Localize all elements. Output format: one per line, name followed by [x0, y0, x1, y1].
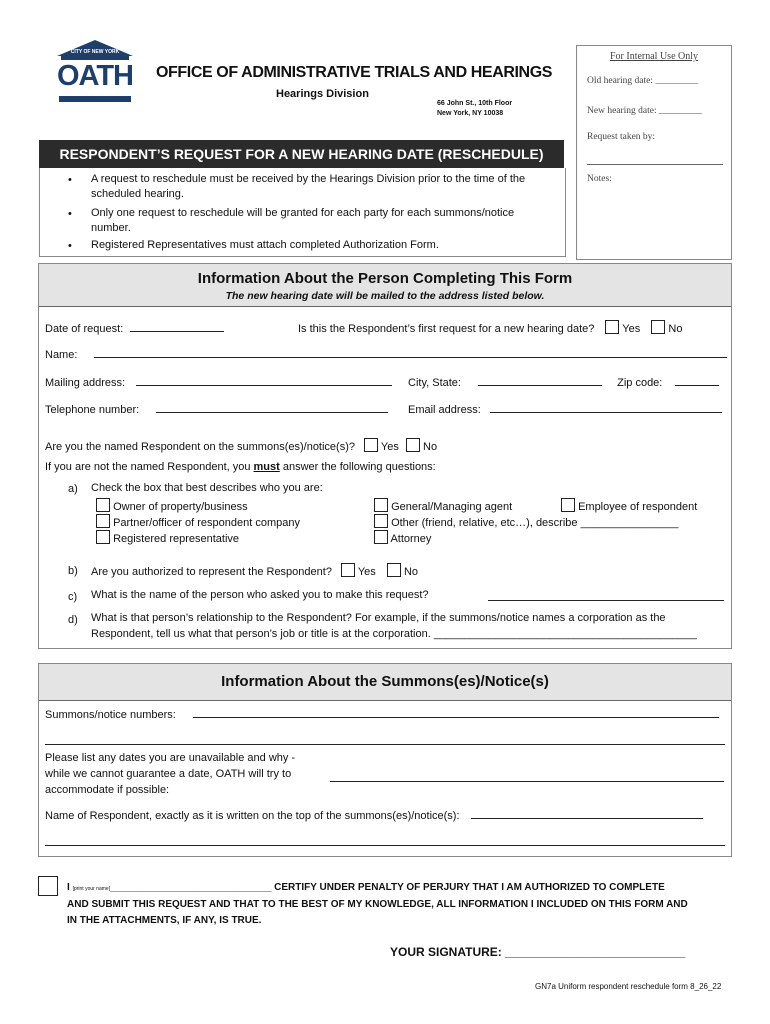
bullet-1-line-1: A request to reschedule must be received by the Hearings Division prior to the time of the: [91, 173, 526, 185]
unavailable-line-1: Please list any dates you are unavailable and why -: [45, 752, 296, 764]
taken-by-line: [587, 164, 723, 165]
attorney-label: Attorney: [390, 533, 432, 545]
logo-brand-text: OATH: [56, 60, 133, 92]
named-respondent-question: Are you the named Respondent on the summons(es)/notice(s)?: [45, 441, 355, 453]
question-c-text: What is the name of the person who asked you to make this request?: [91, 589, 429, 601]
internal-heading: For Internal Use Only: [609, 51, 699, 62]
respondent-name-field-2[interactable]: [45, 834, 725, 846]
unavailable-line-3: accommodate if possible:: [45, 784, 170, 796]
date-of-request-label: Date of request:: [45, 323, 124, 335]
summons-section-header: [39, 664, 731, 701]
first-request-no-checkbox[interactable]: [651, 320, 665, 334]
bullet-1-dot: •: [68, 174, 72, 186]
first-request-question: Is this the Respondent’s first request for a new hearing date?: [298, 323, 595, 335]
bullet-3-line-1: Registered Representatives must attach completed Authorization Form.: [91, 239, 439, 251]
bullet-2-line-1: Only one request to reschedule will be granted for each party for each summons/notice: [91, 207, 515, 219]
form-title: RESPONDENT’S REQUEST FOR A NEW HEARING DATE (RESCHEDULE): [39, 140, 564, 168]
request-taken-by: Request taken by:: [587, 132, 656, 142]
email-field[interactable]: [490, 401, 722, 413]
other-checkbox[interactable]: [374, 514, 388, 528]
if-not-prefix: If you are not the named Respondent, you: [45, 461, 254, 473]
named-respondent-no-label: No: [423, 441, 438, 453]
certify-text: [67, 880, 688, 929]
other-label: Other (friend, relative, etc…), describe ________________: [391, 517, 679, 529]
zip-code-label: Zip code:: [617, 377, 663, 389]
partner-checkbox[interactable]: [96, 514, 110, 528]
question-c-field[interactable]: [488, 589, 724, 601]
footer-form-id: GN7a Uniform respondent reschedule form 8_26_22: [535, 982, 722, 991]
employee-label: Employee of respondent: [578, 501, 698, 513]
certify-line-1: [67, 880, 688, 897]
internal-use-box: [576, 45, 732, 260]
authorized-no-checkbox[interactable]: [387, 563, 401, 577]
old-hearing-date: Old hearing date: _________: [587, 76, 699, 86]
certify-line-2: AND SUBMIT THIS REQUEST AND THAT TO THE BEST OF MY KNOWLEDGE, ALL INFORMATION I INCLUDED ON THIS FORM AND: [67, 899, 688, 910]
mailing-address-field[interactable]: [136, 374, 392, 386]
managing-agent-checkbox[interactable]: [374, 498, 388, 512]
attorney-checkbox[interactable]: [374, 530, 388, 544]
bullet-3-dot: •: [68, 240, 72, 252]
if-not-suffix: answer the following questions:: [279, 461, 436, 473]
question-d-line-2: Respondent, tell us what that person’s job or title is at the corporation. ___________________________________________: [91, 628, 697, 640]
email-label: Email address:: [408, 404, 481, 416]
named-respondent-no-checkbox[interactable]: [406, 438, 420, 452]
question-a-text: Check the box that best describes who you are:: [91, 482, 323, 494]
bullet-1-line-2: scheduled hearing.: [91, 188, 184, 200]
instructions-box: [39, 168, 566, 257]
unavailable-line-2: while we cannot guarantee a date, OATH will try to: [45, 768, 292, 780]
person-section-header: [39, 264, 731, 307]
certify-line-3: IN THE ATTACHMENTS, IF ANY, IS TRUE.: [67, 915, 262, 926]
city-state-label: City, State:: [408, 377, 461, 389]
oath-logo: [55, 40, 135, 104]
signature-label: YOUR SIGNATURE: ___________________________: [390, 945, 686, 959]
bullet-2-dot: •: [68, 208, 72, 220]
address-line-1: 66 John St., 10th Floor: [437, 100, 513, 107]
certify-line-1-text: _____________________________ CERTIFY UNDER PENALTY OF PERJURY THAT I AM AUTHORIZED TO COMPLETE: [110, 882, 665, 893]
address-line-2: New York, NY 10038: [437, 110, 504, 117]
question-b-letter: b): [68, 565, 78, 577]
certify-i: I: [67, 882, 70, 893]
summons-numbers-field[interactable]: [193, 706, 719, 718]
summons-numbers-field-2[interactable]: [45, 733, 725, 745]
summons-section-title: Information About the Summons(es)/Notice(s): [221, 673, 549, 690]
zip-code-field[interactable]: [675, 374, 719, 386]
division-name: Hearings Division: [276, 88, 369, 100]
telephone-label: Telephone number:: [45, 404, 140, 416]
if-not-must: must: [253, 461, 280, 473]
respondent-name-label: Name of Respondent, exactly as it is written on the top of the summons(es)/notice(s):: [45, 810, 460, 822]
telephone-field[interactable]: [156, 401, 388, 413]
respondent-name-field[interactable]: [471, 807, 703, 819]
employee-checkbox[interactable]: [561, 498, 575, 512]
authorized-yes-checkbox[interactable]: [341, 563, 355, 577]
summons-numbers-label: Summons/notice numbers:: [45, 709, 176, 721]
question-d-line-1: What is that person’s relationship to the Respondent? For example, if the summons/notice names a corporation as the: [91, 612, 666, 624]
question-d-letter: d): [68, 614, 78, 626]
logo-city-text: CITY OF NEW YORK: [70, 49, 120, 55]
managing-agent-label: General/Managing agent: [391, 501, 513, 513]
registered-rep-label: Registered representative: [113, 533, 240, 545]
first-request-yes-checkbox[interactable]: [605, 320, 619, 334]
notes-label: Notes:: [587, 174, 612, 184]
city-state-field[interactable]: [478, 374, 602, 386]
named-respondent-yes-label: Yes: [380, 441, 399, 453]
authorized-no-label: No: [403, 566, 418, 578]
person-section-title: Information About the Person Completing This Form: [197, 270, 573, 287]
agency-title: OFFICE OF ADMINISTRATIVE TRIALS AND HEARINGS: [156, 64, 553, 81]
owner-label: Owner of property/business: [113, 501, 248, 513]
owner-checkbox[interactable]: [96, 498, 110, 512]
question-a-letter: a): [68, 483, 78, 495]
first-request-no-label: No: [668, 323, 683, 335]
unavailable-dates-field[interactable]: [330, 770, 724, 782]
date-of-request-field[interactable]: [130, 320, 224, 332]
print-name-hint: [print your name]: [72, 886, 111, 892]
bullet-2-line-2: number.: [91, 222, 131, 234]
person-section-subtitle: The new hearing date will be mailed to the address listed below.: [225, 290, 545, 302]
registered-rep-checkbox[interactable]: [96, 530, 110, 544]
question-c-letter: c): [68, 591, 78, 603]
question-b-text: Are you authorized to represent the Respondent?: [91, 566, 332, 578]
authorized-yes-label: Yes: [357, 566, 376, 578]
certify-checkbox[interactable]: [38, 876, 58, 896]
name-field[interactable]: [94, 346, 727, 358]
first-request-yes-label: Yes: [622, 323, 641, 335]
new-hearing-date: New hearing date: _________: [587, 106, 702, 116]
named-respondent-yes-checkbox[interactable]: [364, 438, 378, 452]
partner-label: Partner/officer of respondent company: [113, 517, 300, 529]
name-label: Name:: [45, 349, 78, 361]
mailing-address-label: Mailing address:: [45, 377, 126, 389]
